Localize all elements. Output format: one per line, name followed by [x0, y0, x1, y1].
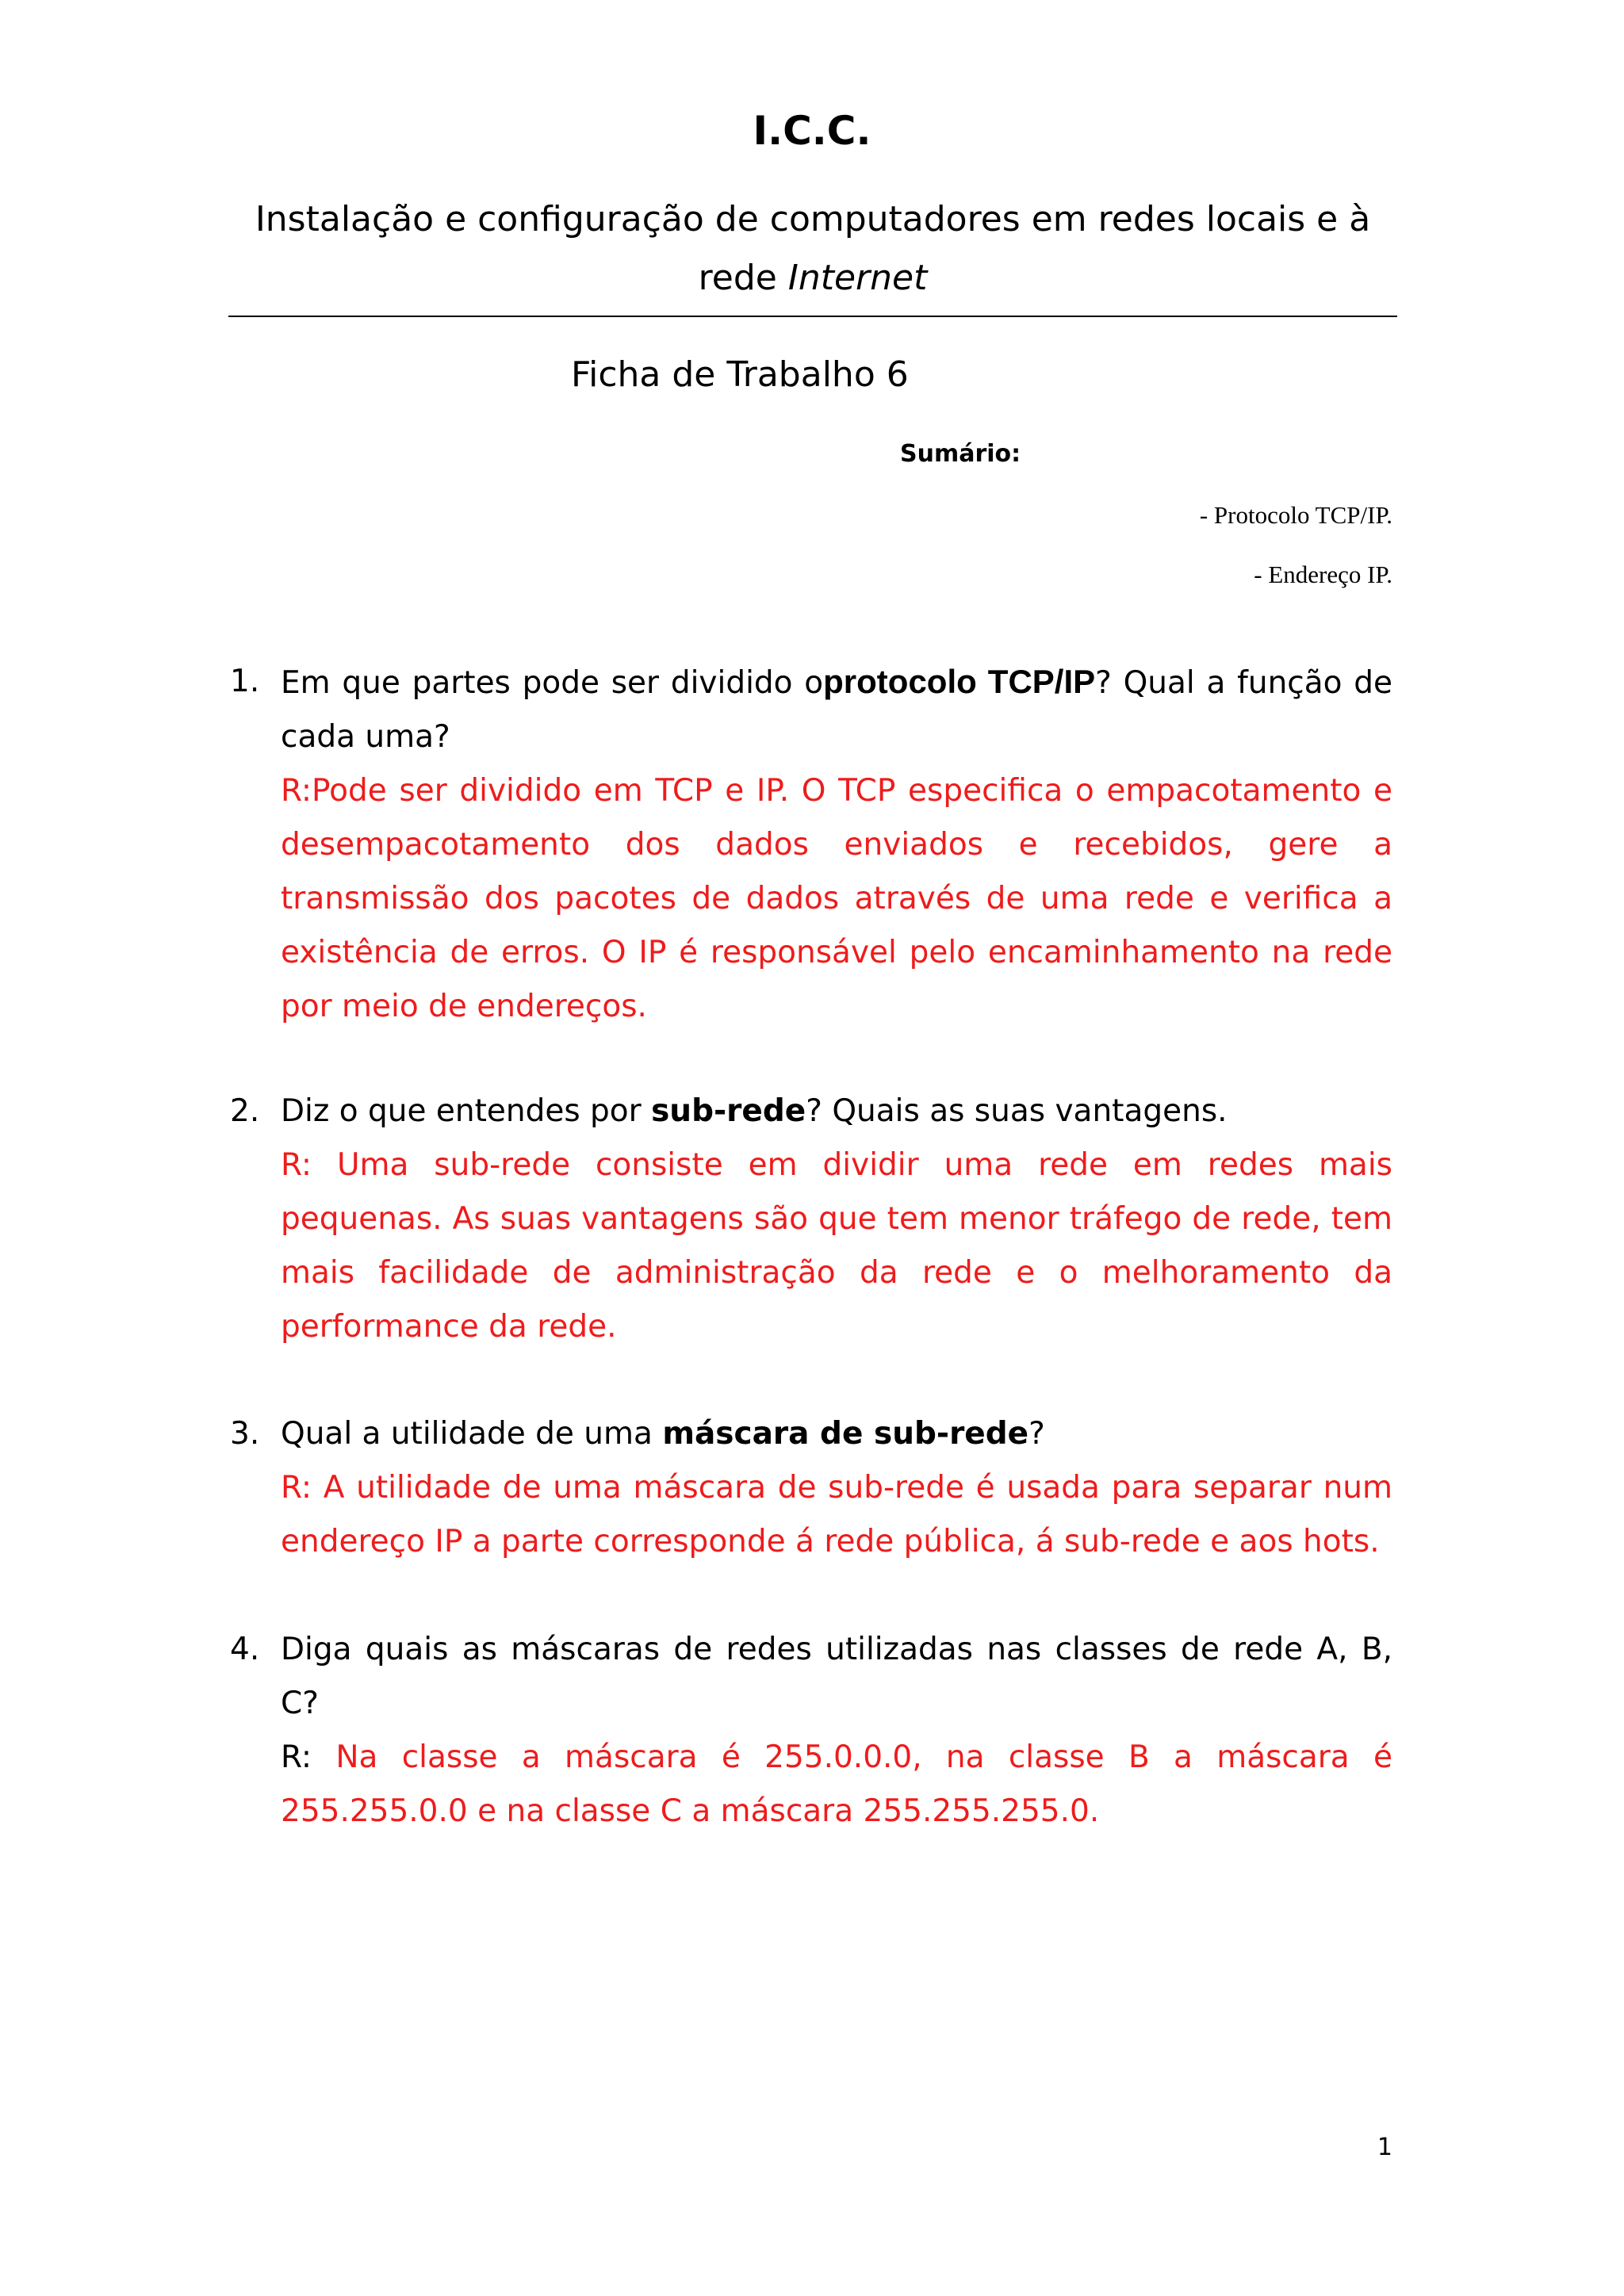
summary-item: - Endereço IP.: [1254, 561, 1392, 588]
question-text: [281, 1085, 1392, 1138]
page-number: 1: [1377, 2133, 1392, 2161]
subtitle-text: Instalação e configuração de computadores em redes locais e à rede: [255, 199, 1371, 298]
question-text: [281, 1407, 1392, 1461]
summary-label: Sumário:: [900, 440, 1021, 468]
question-text: [281, 655, 1392, 764]
subtitle-italic-word: Internet: [787, 258, 928, 298]
question-text-part: Diz o que entendes por: [281, 1093, 652, 1129]
question-1: [230, 655, 1392, 1034]
question-number: 4.: [230, 1632, 260, 1667]
question-2: [230, 1085, 1392, 1354]
question-4: [230, 1623, 1392, 1839]
question-emphasis: protocolo TCP/IP: [823, 663, 1096, 700]
document-title: I.C.C.: [753, 108, 871, 154]
question-number: 2.: [230, 1093, 260, 1129]
question-3: [230, 1407, 1392, 1569]
question-text-part: ? Qual a função de cada uma?: [281, 665, 1392, 755]
answer-prefix: R:: [281, 1739, 336, 1775]
worksheet-title: Ficha de Trabalho 6: [571, 354, 909, 395]
answer-text: [281, 1731, 1392, 1839]
document-subtitle: [230, 190, 1396, 308]
question-text-part: Em que partes pode ser dividido o: [281, 665, 824, 701]
question-number: 1.: [230, 664, 260, 699]
answer-body: Na classe a máscara é 255.0.0.0, na classe B a máscara é 255.255.0.0 e na classe C a máscara 255.255.255.0.: [281, 1739, 1393, 1829]
summary-item: - Protocolo TCP/IP.: [1199, 501, 1392, 529]
answer-text: R: Uma sub-rede consiste em dividir uma rede em redes mais pequenas. As suas vantagens são que tem menor tráfego de rede, tem mais facilidade de administração da rede e o melhoramento da performance da rede.: [281, 1147, 1392, 1345]
question-text-part: Qual a utilidade de uma: [281, 1416, 663, 1452]
answer-text: R:Pode ser dividido em TCP e IP. O TCP especifica o empacotamento e desempacotamento dos dados enviados e recebidos, gere a transmissão dos pacotes de dados através de uma rede e verifica a existência de erros. O IP é responsável pelo encaminhamento na rede por meio de endereços.: [281, 773, 1392, 1024]
question-text: Diga quais as máscaras de redes utilizadas nas classes de rede A, B, C?: [281, 1632, 1392, 1721]
header-divider: [228, 316, 1397, 317]
question-emphasis: máscara de sub-rede: [662, 1416, 1029, 1452]
question-emphasis: sub-rede: [651, 1093, 806, 1129]
answer-text: R: A utilidade de uma máscara de sub-rede é usada para separar num endereço IP a parte corresponde á rede pública, á sub-rede e aos hots.: [281, 1470, 1392, 1559]
question-text-part: ?: [1028, 1416, 1045, 1452]
question-text-part: ? Quais as suas vantagens.: [806, 1093, 1228, 1129]
question-number: 3.: [230, 1416, 260, 1452]
